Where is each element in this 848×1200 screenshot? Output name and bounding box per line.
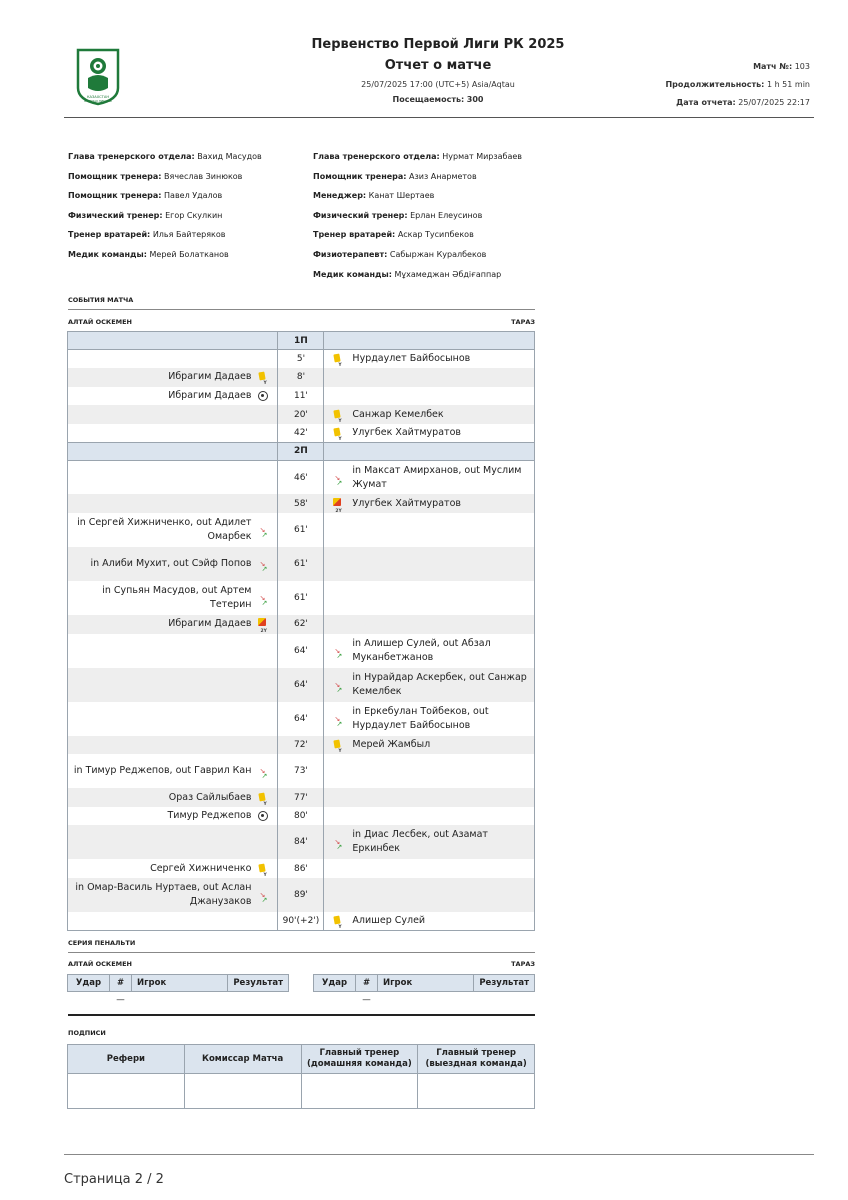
staff-role: Физиотерапевт: (313, 249, 388, 259)
home-event-cell (68, 368, 278, 387)
staff-name: Егор Скулкин (165, 210, 223, 220)
away-event-text: in Нурайдар Аскербек, out Санжар Кемелбек (352, 671, 527, 697)
away-event-cell (324, 547, 535, 581)
event-row (68, 350, 535, 369)
staff-role: Медик команды: (313, 269, 392, 279)
staff-role: Помощник тренера: (68, 191, 162, 201)
away-event-cell (324, 859, 535, 878)
home-event-cell (68, 350, 278, 369)
away-event-cell (324, 424, 535, 443)
staff-role: Помощник тренера: (68, 171, 162, 181)
away-penalty-empty: — (362, 994, 371, 1005)
away-event-text: in Алишер Сулей, out Абзал Муканбетжанов (352, 637, 491, 663)
staff-row (313, 230, 553, 250)
events-away-team: ТАРАЗ (511, 318, 535, 326)
home-event-text: Тимур Реджепов (167, 810, 252, 822)
home-event-cell (68, 807, 278, 826)
event-row (68, 387, 535, 406)
away-event-text: Мерей Жамбыл (352, 738, 431, 750)
event-row (68, 615, 535, 634)
event-row (68, 859, 535, 878)
staff-name: Мұхамеджан Әбдіғаппар (394, 269, 502, 279)
events-home-team: АЛТАЙ ОСКЕМЕН (68, 318, 132, 326)
staff-name: Сабыржан Куралбеков (389, 249, 487, 259)
event-minute: 72' (278, 736, 324, 755)
home-event-cell (68, 754, 278, 788)
home-event-cell (68, 668, 278, 702)
event-minute: 64' (278, 668, 324, 702)
home-event-text: in Тимур Реджепов, out Гаврил Кан (73, 765, 252, 777)
substitution-icon (332, 713, 344, 725)
signature-referee-header: Рефери (68, 1045, 185, 1074)
substitution-icon (332, 836, 344, 848)
league-logo-icon (74, 48, 122, 106)
staff-row (313, 172, 553, 192)
event-minute: 20' (278, 405, 324, 424)
away-event-cell (324, 878, 535, 912)
substitution-icon (257, 592, 269, 604)
substitution-icon (332, 645, 344, 657)
home-event-text: Ибрагим Дадаев (168, 389, 252, 401)
away-event-cell (324, 788, 535, 807)
home-event-cell (68, 615, 278, 634)
match-meta (610, 62, 810, 116)
event-minute: 86' (278, 859, 324, 878)
away-event-cell (324, 368, 535, 387)
home-event-cell (68, 878, 278, 912)
penalties-team-row (68, 960, 535, 968)
footer-divider (64, 1154, 814, 1155)
event-row (68, 547, 535, 581)
report-header (0, 0, 848, 120)
away-event-cell (324, 460, 535, 494)
event-minute: 61' (278, 547, 324, 581)
home-event-cell (68, 634, 278, 668)
staff-role: Помощник тренера: (313, 171, 407, 181)
event-row (68, 581, 535, 615)
penalties-section-title: СЕРИЯ ПЕНАЛЬТИ (68, 939, 136, 947)
event-row (68, 368, 535, 387)
events-team-row (68, 318, 535, 326)
away-event-cell (324, 581, 535, 615)
staff-role: Тренер вратарей: (313, 230, 396, 240)
away-event-cell (324, 807, 535, 826)
event-minute: 64' (278, 702, 324, 736)
signature-commissioner-header: Комиссар Матча (184, 1045, 301, 1074)
event-row (68, 754, 535, 788)
period-row (68, 332, 535, 350)
away-event-cell (324, 405, 535, 424)
event-minute: 46' (278, 460, 324, 494)
staff-name: Илья Байтеряков (152, 230, 226, 240)
staff-name: Ерлан Елеусинов (410, 210, 483, 220)
event-row (68, 668, 535, 702)
home-event-text: in Сергей Хижниченко, out Адилет Омарбек (77, 517, 252, 543)
logo-text-line1: КАЗАХСТАН (86, 95, 110, 99)
away-staff-list (313, 152, 553, 289)
event-minute: 77' (278, 788, 324, 807)
staff-role: Физический тренер: (68, 210, 163, 220)
event-minute: 62' (278, 615, 324, 634)
home-event-cell (68, 912, 278, 931)
logo-text-line2: БИРІНШІ ЛИГАСЫ (84, 99, 112, 103)
away-event-text: Санжар Кемелбек (352, 408, 444, 420)
staff-row (68, 211, 308, 231)
away-event-cell (324, 754, 535, 788)
penalty-col-result: Результат (474, 975, 535, 992)
events-section-rule (68, 309, 535, 310)
staff-row (313, 191, 553, 211)
period-label: 1П (278, 332, 324, 350)
event-row (68, 825, 535, 859)
away-event-text: in Еркебулан Тойбеков, out Нурдаулет Байбосынов (352, 705, 489, 731)
home-event-cell (68, 494, 278, 513)
event-minute: 89' (278, 878, 324, 912)
event-minute: 73' (278, 754, 324, 788)
home-event-cell (68, 788, 278, 807)
event-row (68, 424, 535, 443)
event-minute: 42' (278, 424, 324, 443)
yellow-card-icon (332, 353, 344, 365)
attendance (238, 95, 638, 105)
home-event-text: in Омар-Василь Нуртаев, out Аслан Джанузаков (75, 882, 252, 908)
away-event-text: in Диас Лесбек, out Азамат Еркинбек (352, 829, 488, 855)
penalty-col-shot: Удар (68, 975, 110, 992)
penalty-col-number: # (356, 975, 378, 992)
substitution-icon (257, 558, 269, 570)
event-minute: 8' (278, 368, 324, 387)
event-row (68, 494, 535, 513)
away-event-text: Улугбек Хайтмуратов (352, 426, 461, 438)
away-event-cell (324, 634, 535, 668)
event-minute: 84' (278, 825, 324, 859)
home-penalty-table (67, 974, 289, 1008)
event-minute: 61' (278, 581, 324, 615)
staff-row (68, 191, 308, 211)
staff-name: Аскар Тусипбеков (397, 230, 474, 240)
yellow-card-icon (257, 863, 269, 875)
away-event-text: Алишер Сулей (352, 915, 426, 927)
event-row (68, 634, 535, 668)
staff-name: Вахид Масудов (197, 152, 262, 161)
staff-role: Менеджер: (313, 191, 367, 201)
home-event-cell (68, 460, 278, 494)
home-event-cell (68, 424, 278, 443)
yellow-card-icon (257, 371, 269, 383)
away-event-text: in Максат Амирханов, out Муслим Жумат (352, 464, 522, 490)
event-row (68, 788, 535, 807)
staff-row (313, 270, 553, 290)
staff-row (313, 250, 553, 270)
substitution-icon (332, 472, 344, 484)
home-event-cell (68, 825, 278, 859)
away-event-cell (324, 668, 535, 702)
signature-commissioner-box (184, 1074, 301, 1109)
period-row (68, 442, 535, 460)
home-event-cell (68, 387, 278, 406)
staff-name: Нурмат Мирзабаев (442, 152, 523, 161)
staff-row (68, 172, 308, 192)
penalties-section-rule (68, 952, 535, 953)
home-event-text: in Супьян Масудов, out Артем Тетерин (102, 585, 252, 611)
staff-name: Канат Шертаев (368, 191, 435, 201)
penalty-col-result: Результат (228, 975, 289, 992)
attendance-label: Посещаемость: (392, 95, 465, 104)
substitution-icon (257, 889, 269, 901)
event-row (68, 405, 535, 424)
event-minute: 5' (278, 350, 324, 369)
away-event-text: Улугбек Хайтмуратов (352, 497, 461, 509)
away-event-cell (324, 912, 535, 931)
staff-role: Физический тренер: (313, 210, 408, 220)
substitution-icon (257, 765, 269, 777)
yellow-card-icon (332, 409, 344, 421)
event-minute: 90'(+2') (278, 912, 324, 931)
staff-name: Павел Удалов (164, 191, 223, 201)
home-event-cell (68, 736, 278, 755)
signatures-table (67, 1044, 535, 1109)
period-label: 2П (278, 442, 324, 460)
event-row (68, 736, 535, 755)
home-event-text: Ораз Сайлыбаев (168, 791, 252, 803)
event-row (68, 807, 535, 826)
match-duration: Продолжительность: 1 h 51 min (665, 80, 810, 89)
header-divider (64, 117, 814, 118)
away-event-cell (324, 825, 535, 859)
event-minute: 64' (278, 634, 324, 668)
staff-name: Азиз Анарметов (409, 171, 477, 181)
away-event-cell (324, 387, 535, 406)
yellow-card-icon (257, 792, 269, 804)
staff-row (313, 211, 553, 231)
second-yellow-card-icon (332, 498, 344, 510)
report-title: Первенство Первой Лиги РК 2025 (311, 37, 565, 52)
event-minute: 11' (278, 387, 324, 406)
signature-home-coach-box (301, 1074, 418, 1109)
away-event-cell (324, 736, 535, 755)
goal-ball-icon (257, 810, 269, 822)
staff-row (68, 250, 308, 270)
home-event-cell (68, 702, 278, 736)
yellow-card-icon (332, 915, 344, 927)
match-events-table (67, 331, 535, 931)
yellow-card-icon (332, 739, 344, 751)
away-event-cell (324, 350, 535, 369)
away-event-cell (324, 702, 535, 736)
away-event-cell (324, 513, 535, 547)
yellow-card-icon (332, 427, 344, 439)
second-yellow-card-icon (257, 618, 269, 630)
signature-referee-box (68, 1074, 185, 1109)
penalty-col-number: # (110, 975, 132, 992)
staff-role: Глава тренерского отдела: (68, 152, 195, 161)
event-minute: 80' (278, 807, 324, 826)
staff-role: Глава тренерского отдела: (313, 152, 440, 161)
penalties-bottom-rule (68, 1014, 535, 1016)
event-row (68, 702, 535, 736)
away-event-text: Нурдаулет Байбосынов (352, 353, 471, 365)
home-event-cell (68, 859, 278, 878)
staff-row (68, 152, 308, 172)
home-event-text: in Алиби Мухит, out Сэйф Попов (90, 558, 252, 570)
away-event-cell (324, 494, 535, 513)
report-date: Дата отчета: 25/07/2025 22:17 (676, 98, 810, 107)
home-event-text: Ибрагим Дадаев (168, 371, 252, 383)
penalties-away-team: ТАРАЗ (511, 960, 535, 968)
substitution-icon (332, 679, 344, 691)
staff-name: Мерей Болатканов (149, 249, 229, 259)
match-datetime: 25/07/2025 17:00 (UTC+5) Asia/Aqtau (361, 80, 515, 89)
goal-ball-icon (257, 390, 269, 402)
staff-role: Тренер вратарей: (68, 230, 151, 240)
match-number: Матч №: 103 (753, 62, 810, 71)
signatures-section-title: ПОДПИСИ (68, 1029, 106, 1037)
penalty-col-player: Игрок (378, 975, 474, 992)
penalty-col-shot: Удар (314, 975, 356, 992)
away-event-cell (324, 615, 535, 634)
events-section-title: СОБЫТИЯ МАТЧА (68, 296, 134, 304)
page-number: Страница 2 / 2 (64, 1172, 164, 1187)
report-subtitle: Отчет о матче (384, 58, 492, 73)
penalty-col-player: Игрок (132, 975, 228, 992)
substitution-icon (257, 524, 269, 536)
staff-row (68, 230, 308, 250)
attendance-value: 300 (466, 95, 484, 104)
event-minute: 61' (278, 513, 324, 547)
home-penalty-empty: — (116, 994, 125, 1005)
home-event-cell (68, 547, 278, 581)
event-row (68, 912, 535, 931)
signature-away-coach-box (418, 1074, 535, 1109)
home-event-text: Ибрагим Дадаев (168, 618, 252, 630)
staff-row (313, 152, 553, 172)
penalties-home-team: АЛТАЙ ОСКЕМЕН (68, 960, 132, 968)
home-event-text: Сергей Хижниченко (150, 862, 252, 874)
home-staff-list (68, 152, 308, 270)
event-row (68, 513, 535, 547)
signature-home-coach-header: Главный тренер (домашняя команда) (301, 1045, 418, 1074)
staff-name: Вячеслав Зинюков (164, 171, 243, 181)
event-row (68, 460, 535, 494)
event-minute: 58' (278, 494, 324, 513)
home-event-cell (68, 581, 278, 615)
home-event-cell (68, 405, 278, 424)
event-row (68, 878, 535, 912)
signature-away-coach-header: Главный тренер (выездная команда) (418, 1045, 535, 1074)
away-penalty-table (313, 974, 535, 1008)
home-event-cell (68, 513, 278, 547)
staff-role: Медик команды: (68, 249, 147, 259)
